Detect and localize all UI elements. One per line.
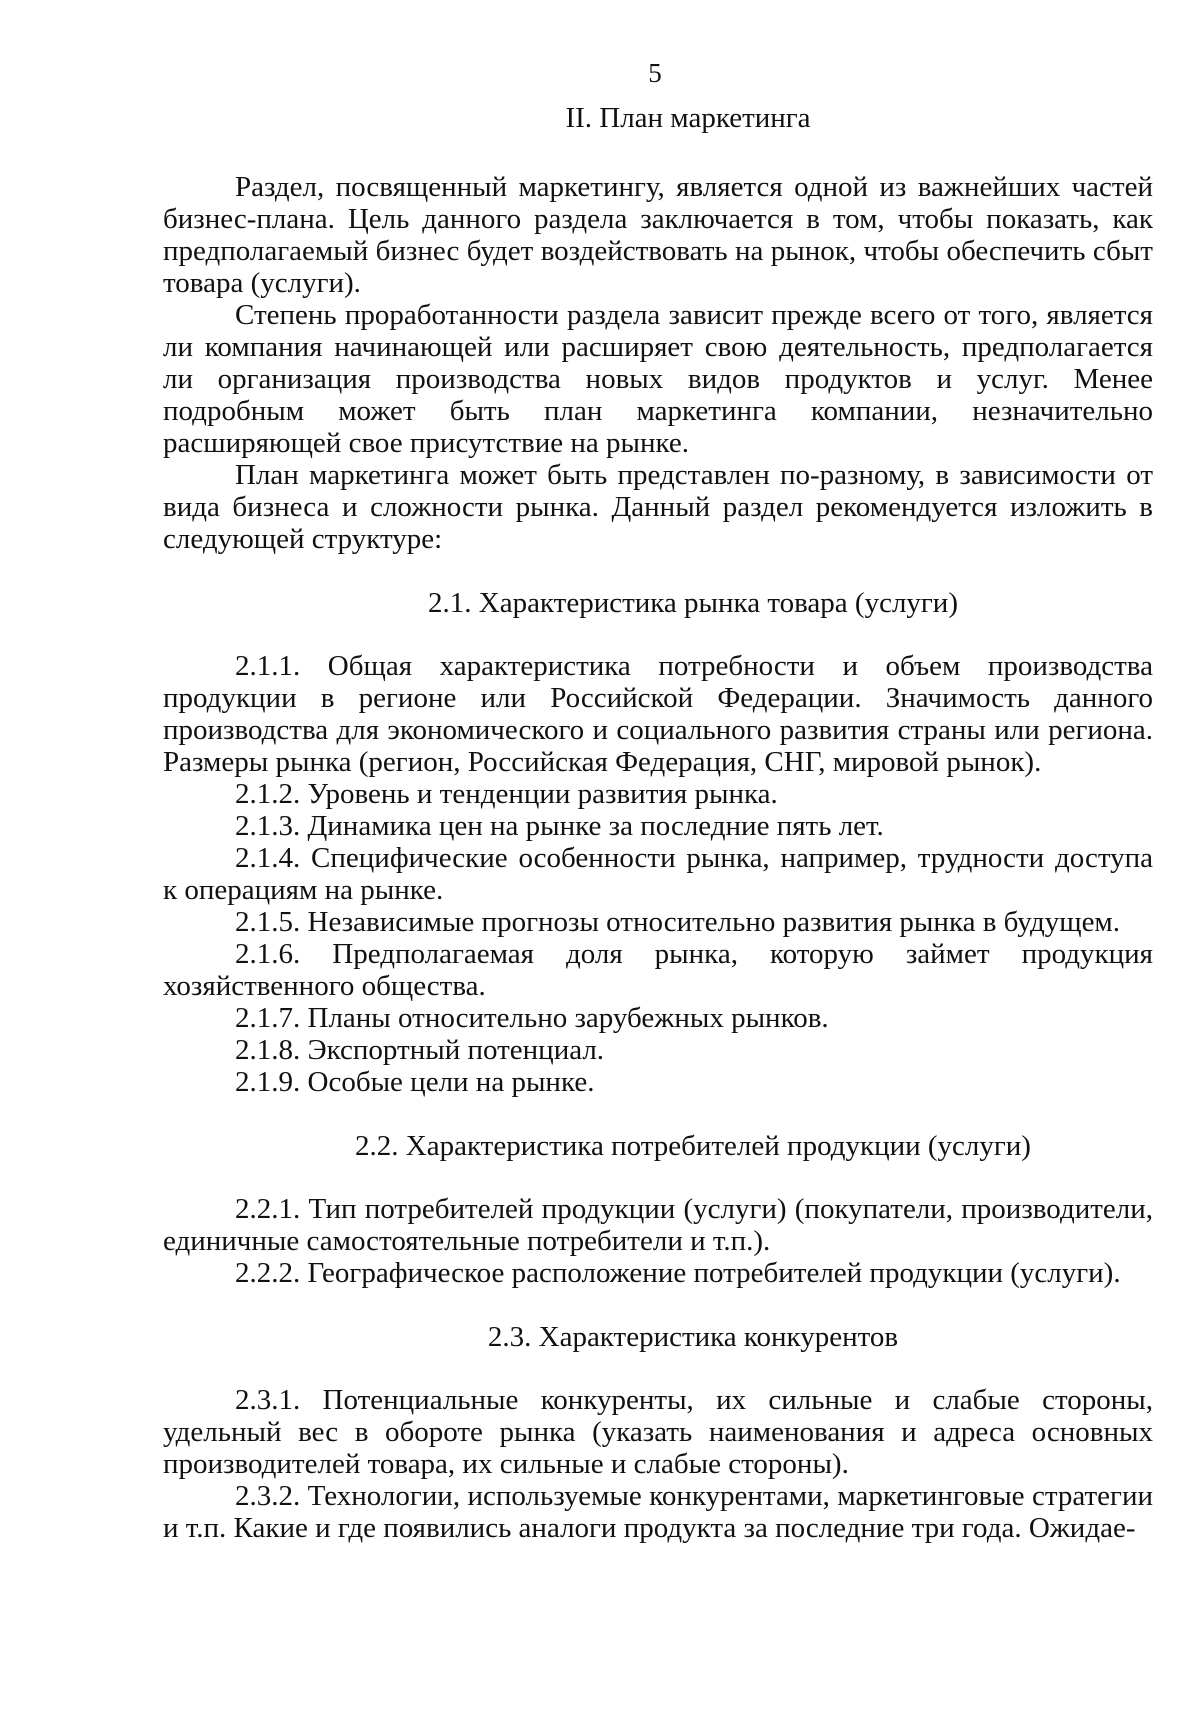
list-item: 2.2.2. Географическое расположение потребителей продукции (услуги). [235,1257,1121,1289]
list-item: 2.1.3. Динамика цен на рынке за последние пять лет. [235,810,884,842]
intro-paragraph: Раздел, посвященный маркетингу, является одной из важнейших частей бизнес-плана. Цель данного раздела заключается в том, чтобы показать, как предполагаемый бизнес будет воздействовать на рынок, чтобы обеспечить сбыт товара (услуги). [163,171,1153,299]
list-item: 2.1.8. Экспортный потенциал. [235,1034,605,1066]
document-body [163,102,1153,1544]
list-item: 2.1.6. Предполагаемая доля рынка, которую займет продукция хозяйственного общества. [163,938,1153,1002]
subsection-title: 2.2. Характеристика потребителей продукции (услуги) [355,1130,1031,1162]
subsection-title: 2.3. Характеристика конкурентов [487,1321,899,1353]
page-number: 5 [648,58,662,88]
list-item: 2.1.7. Планы относительно зарубежных рынков. [235,1002,829,1034]
list-item: 2.1.2. Уровень и тенденции развития рынка. [235,778,778,810]
list-item: 2.1.5. Независимые прогнозы относительно развития рынка в будущем. [235,906,1121,938]
section-title: II. План маркетинга [565,102,811,134]
subsection-title: 2.1. Характеристика рынка товара (услуги) [428,587,958,619]
list-item: 2.1.9. Особые цели на рынке. [235,1066,595,1098]
list-item: 2.3.2. Технологии, используемые конкурентами, маркетинговые стратегии и т.п. Какие и где появились аналоги продукта за последние три года. Ожидае- [163,1480,1153,1544]
list-item: 2.3.1. Потенциальные конкуренты, их сильные и слабые стороны, удельный вес в обороте рынка (указать наименования и адреса основных производителей товара, их сильные и слабые стороны). [163,1384,1153,1480]
list-item: 2.2.1. Тип потребителей продукции (услуги) (покупатели, производители, единичные самостоятельные потребители и т.п.). [163,1193,1153,1257]
list-item: 2.1.1. Общая характеристика потребности и объем производства продукции в регионе или Российской Федерации. Значимость данного производства для экономического и социального развития страны или региона. Размеры рынка (регион, Российская Федерация, СНГ, мировой рынок). [163,650,1153,778]
intro-paragraph: План маркетинга может быть представлен по-разному, в зависимости от вида бизнеса и сложности рынка. Данный раздел рекомендуется изложить в следующей структуре: [163,459,1153,555]
list-item: 2.1.4. Специфические особенности рынка, например, трудности доступа к операциям на рынке. [163,842,1153,906]
intro-paragraph: Степень проработанности раздела зависит прежде всего от того, является ли компания начинающей или расширяет свою деятельность, предполагается ли организация производства новых видов продуктов и услуг. Менее подробным может быть план маркетинга компании, незначительно расширяющей свое присутствие на рынке. [163,299,1153,459]
